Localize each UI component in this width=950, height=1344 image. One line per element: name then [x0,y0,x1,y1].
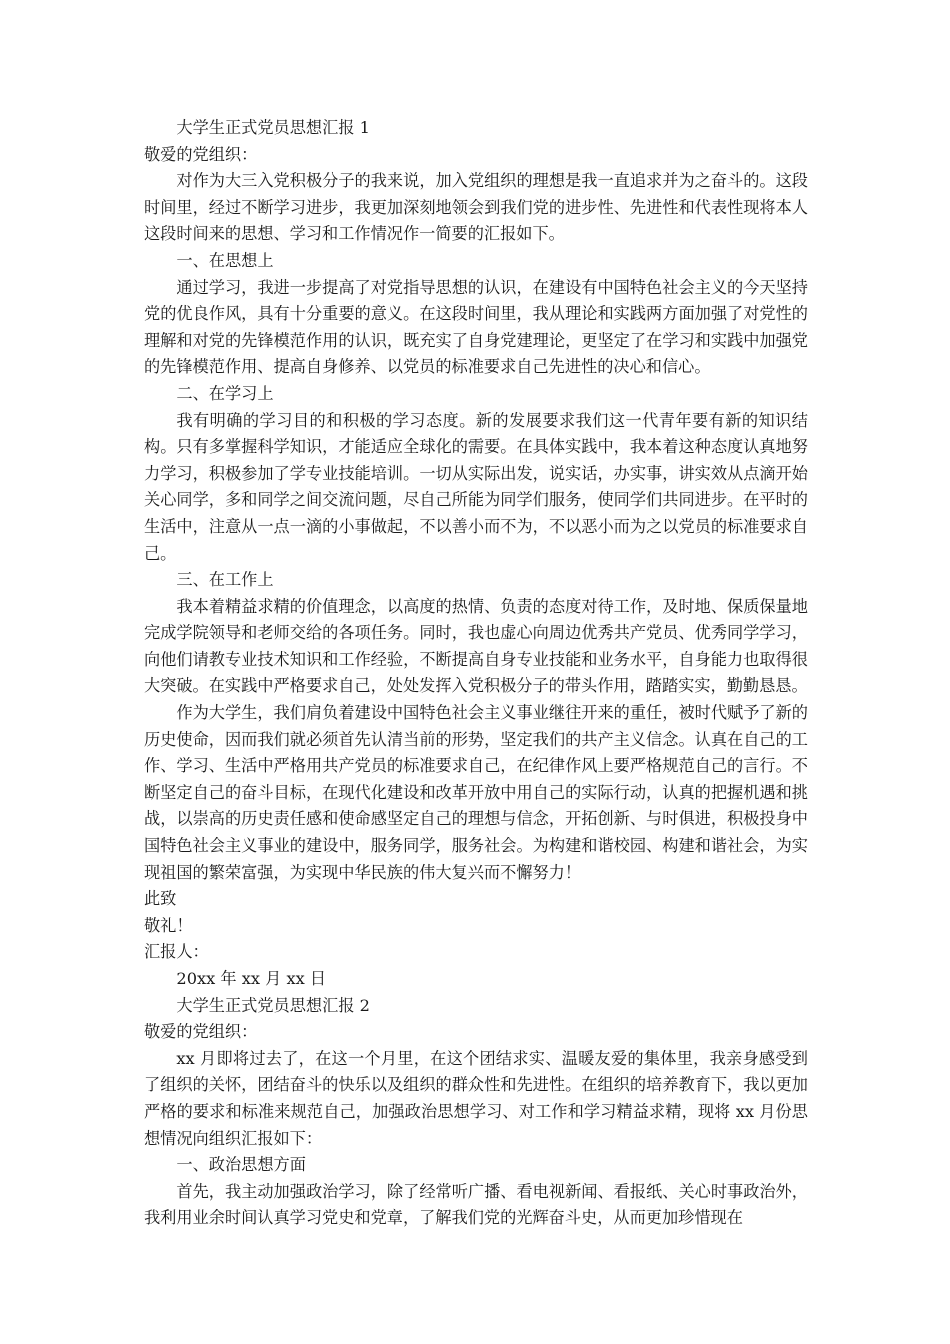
report1-section2-paragraph: 我有明确的学习目的和积极的学习态度。新的发展要求我们这一代青年要有新的知识结构。只有多掌握科学知识，才能适应全球化的需要。在具体实践中，我本着这种态度认真地努力学习，积极参加了学专业技能培训。一切从实际出发，说实话，办实事，讲实效从点滴开始关心同学，多和同学之间交流问题，尽自己所能为同学们服务，使同学们共同进步。在平时的生活中，注意从一点一滴的小事做起，不以善小而不为，不以恶小而为之以党员的标准要求自己。 [144,410,808,563]
report1-section2-heading: 二、在学习上 [176,383,274,403]
report2-section1-paragraph: 首先，我主动加强政治学习，除了经常听广播、看电视新闻、看报纸、关心时事政治外，我利用业余时间认真学习党史和党章，了解我们党的光辉奋斗史，从而更加珍惜现在 [144,1181,808,1228]
report1-reporter: 汇报人： [144,942,209,962]
report1-section3-paragraph: 我本着精益求精的价值理念，以高度的热情、负责的态度对待工作，及时地、保质保量地完成学院领导和老师交给的各项任务。同时，我也虚心向周边优秀共产党员、优秀同学学习，向他们请教专业技术知识和工作经验，不断提高自身专业技能和业务水平，自身能力也取得很大突破。在实践中严格要求自己，处处发挥入党积极分子的带头作用，踏踏实实，勤勤恳恳。 [144,596,808,696]
report1-closing-paragraph: 作为大学生，我们肩负着建设中国特色社会主义事业继往开来的重任，被时代赋予了新的历史使命，因而我们就必须首先认清当前的形势，坚定我们的共产主义信念。认真在自己的工作、学习、生活中严格用共产党员的标准要求自己，在纪律作风上要严格规范自己的言行。不断坚定自己的奋斗目标，在现代化建设和改革开放中用自己的实际行动，认真的把握机遇和挑战，以崇高的历史责任感和使命感坚定自己的理想与信念，开拓创新、与时俱进，积极投身中国特色社会主义事业的建设中，服务同学，服务社会。为构建和谐校园、构建和谐社会，为实现祖国的繁荣富强，为实现中华民族的伟大复兴而不懈努力！ [144,703,808,882]
report1-title: 大学生正式党员思想汇报 1 [176,118,370,137]
report1-section1-paragraph: 通过学习，我进一步提高了对党指导思想的认识，在建设有中国特色社会主义的今天坚持党的优良作风，具有十分重要的意义。在这段时间里，我从理论和实践两方面加强了对党性的理解和对党的先锋模范作用的认识，既充实了自身党建理论，更坚定了在学习和实践中加强党的先锋模范作用、提高自身修养、以党员的标准要求自己先进性的决心和信心。 [144,277,808,377]
report1-section1-heading: 一、在思想上 [176,250,274,270]
report1-intro-paragraph: 对作为大三入党积极分子的我来说，加入党组织的理想是我一直追求并为之奋斗的。这段时间里，经过不断学习进步，我更加深刻地领会到我们党的进步性、先进性和代表性现将本人这段时间来的思想、学习和工作情况作一简要的汇报如下。 [144,171,808,244]
report1-sign-off-line2: 敬礼！ [144,915,193,935]
report2-section1-heading: 一、政治思想方面 [176,1155,306,1175]
report1-date: 20xx 年 xx 月 xx 日 [176,969,327,988]
report1-sign-off-line1: 此致 [144,889,177,909]
document-body [144,115,808,1232]
report2-title: 大学生正式党员思想汇报 2 [176,995,370,1015]
report2-salutation: 敬爱的党组织： [144,1022,258,1042]
report1-section3-heading: 三、在工作上 [176,570,274,590]
report2-intro-paragraph: xx 月即将过去了，在这一个月里，在这个团结求实、温暖友爱的集体里，我亲身感受到了组织的关怀，团结奋斗的快乐以及组织的群众性和先进性。在组织的培养教育下，我以更加严格的要求和标准来规范自己，加强政治思想学习、对工作和学习精益求精，现将 xx 月份思想情况向组织汇报如下： [144,1048,808,1148]
report1-salutation: 敬爱的党组织： [144,144,258,164]
